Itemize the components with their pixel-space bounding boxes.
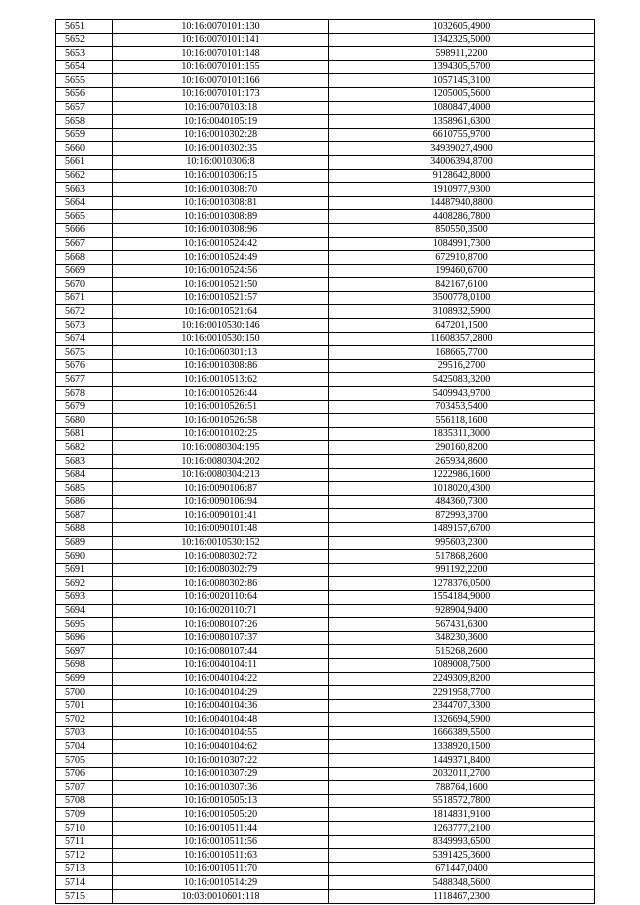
row-number: 5657 — [56, 101, 113, 115]
cadastral-number: 10:16:0010524:49 — [113, 251, 329, 265]
cadastral-value: 9128642,8000 — [329, 169, 595, 183]
row-number: 5664 — [56, 196, 113, 210]
cadastral-value: 517868,2600 — [329, 550, 595, 564]
row-number: 5677 — [56, 373, 113, 387]
table-row — [56, 713, 595, 727]
cadastral-value: 598911,2200 — [329, 47, 595, 61]
row-number: 5663 — [56, 183, 113, 197]
cadastral-number: 10:16:0010307:36 — [113, 781, 329, 795]
table-row — [56, 618, 595, 632]
cadastral-value: 1263777,2100 — [329, 822, 595, 836]
row-number: 5661 — [56, 155, 113, 169]
table-row — [56, 522, 595, 536]
row-number: 5676 — [56, 359, 113, 373]
cadastral-number: 10:16:0010307:29 — [113, 767, 329, 781]
row-number: 5701 — [56, 699, 113, 713]
cadastral-number: 10:16:0080302:86 — [113, 577, 329, 591]
table-row — [56, 645, 595, 659]
row-number: 5652 — [56, 33, 113, 47]
cadastral-value: 1222986,1600 — [329, 468, 595, 482]
cadastral-value: 348230,3600 — [329, 631, 595, 645]
cadastral-value: 3108932,5900 — [329, 305, 595, 319]
table-row — [56, 414, 595, 428]
cadastral-value: 1018020,4300 — [329, 482, 595, 496]
cadastral-number: 10:16:0040104:29 — [113, 686, 329, 700]
cadastral-number: 10:16:0010511:70 — [113, 862, 329, 876]
cadastral-value: 842167,6100 — [329, 278, 595, 292]
table-row — [56, 142, 595, 156]
table-row — [56, 169, 595, 183]
table-row — [56, 468, 595, 482]
cadastral-number: 10:16:0010102:25 — [113, 427, 329, 441]
row-number: 5703 — [56, 726, 113, 740]
row-number: 5679 — [56, 400, 113, 414]
cadastral-number: 10:16:0010308:70 — [113, 183, 329, 197]
cadastral-value: 647201,1500 — [329, 319, 595, 333]
cadastral-number: 10:16:0080304:195 — [113, 441, 329, 455]
cadastral-value: 14487940,8800 — [329, 196, 595, 210]
cadastral-value: 2291958,7700 — [329, 686, 595, 700]
row-number: 5654 — [56, 60, 113, 74]
cadastral-number: 10:16:0020110:71 — [113, 604, 329, 618]
cadastral-value: 567431,6300 — [329, 618, 595, 632]
row-number: 5681 — [56, 427, 113, 441]
row-number: 5684 — [56, 468, 113, 482]
row-number: 5699 — [56, 672, 113, 686]
row-number: 5671 — [56, 291, 113, 305]
cadastral-number: 10:16:0080107:37 — [113, 631, 329, 645]
table-row — [56, 359, 595, 373]
cadastral-number: 10:16:0080302:72 — [113, 550, 329, 564]
cadastral-value: 2249309,8200 — [329, 672, 595, 686]
row-number: 5668 — [56, 251, 113, 265]
cadastral-value: 872993,3700 — [329, 509, 595, 523]
document-page — [55, 19, 594, 904]
cadastral-number: 10:16:0020110:64 — [113, 590, 329, 604]
cadastral-number: 10:16:0070101:173 — [113, 87, 329, 101]
table-row — [56, 590, 595, 604]
table-row — [56, 509, 595, 523]
cadastral-value: 995603,2300 — [329, 536, 595, 550]
cadastral-number: 10:16:0010308:89 — [113, 210, 329, 224]
row-number: 5665 — [56, 210, 113, 224]
table-row — [56, 251, 595, 265]
table-row — [56, 332, 595, 346]
cadastral-value: 1278376,0500 — [329, 577, 595, 591]
row-number: 5700 — [56, 686, 113, 700]
table-row — [56, 305, 595, 319]
cadastral-value: 1326694,5900 — [329, 713, 595, 727]
table-row — [56, 319, 595, 333]
row-number: 5673 — [56, 319, 113, 333]
cadastral-number: 10:16:0010526:44 — [113, 387, 329, 401]
table-row — [56, 20, 595, 34]
row-number: 5685 — [56, 482, 113, 496]
row-number: 5682 — [56, 441, 113, 455]
table-row — [56, 237, 595, 251]
cadastral-number: 10:16:0070101:130 — [113, 20, 329, 34]
cadastral-value: 11608357,2800 — [329, 332, 595, 346]
cadastral-number: 10:16:0010530:152 — [113, 536, 329, 550]
row-number: 5709 — [56, 808, 113, 822]
cadastral-number: 10:16:0010526:51 — [113, 400, 329, 414]
cadastral-number: 10:03:0010601:118 — [113, 890, 329, 904]
cadastral-number: 10:16:0090106:94 — [113, 495, 329, 509]
cadastral-value: 1910977,9300 — [329, 183, 595, 197]
row-number: 5690 — [56, 550, 113, 564]
cadastral-number: 10:16:0090101:41 — [113, 509, 329, 523]
cadastral-value: 34006394,8700 — [329, 155, 595, 169]
table-row — [56, 604, 595, 618]
cadastral-number: 10:16:0010308:81 — [113, 196, 329, 210]
cadastral-value: 1205005,5600 — [329, 87, 595, 101]
row-number: 5670 — [56, 278, 113, 292]
cadastral-value: 5391425,3600 — [329, 849, 595, 863]
row-number: 5708 — [56, 794, 113, 808]
table-row — [56, 74, 595, 88]
row-number: 5687 — [56, 509, 113, 523]
table-row — [56, 60, 595, 74]
row-number: 5715 — [56, 890, 113, 904]
cadastral-value: 3500778,0100 — [329, 291, 595, 305]
cadastral-value: 1084991,7300 — [329, 237, 595, 251]
cadastral-value: 1338920,1500 — [329, 740, 595, 754]
table-row — [56, 183, 595, 197]
cadastral-number: 10:16:0070101:148 — [113, 47, 329, 61]
cadastral-value: 1089008,7500 — [329, 658, 595, 672]
cadastral-value: 1358961,6300 — [329, 115, 595, 129]
cadastral-number: 10:16:0040104:36 — [113, 699, 329, 713]
row-number: 5689 — [56, 536, 113, 550]
row-number: 5678 — [56, 387, 113, 401]
row-number: 5706 — [56, 767, 113, 781]
cadastral-value: 168665,7700 — [329, 346, 595, 360]
table-row — [56, 658, 595, 672]
cadastral-number: 10:16:0010530:146 — [113, 319, 329, 333]
cadastral-value: 672910,8700 — [329, 251, 595, 265]
row-number: 5691 — [56, 563, 113, 577]
table-row — [56, 849, 595, 863]
cadastral-value: 1489157,6700 — [329, 522, 595, 536]
cadastral-number: 10:16:0090101:48 — [113, 522, 329, 536]
row-number: 5702 — [56, 713, 113, 727]
cadastral-number: 10:16:0040104:22 — [113, 672, 329, 686]
cadastral-value: 1342325,5000 — [329, 33, 595, 47]
table-row — [56, 278, 595, 292]
cadastral-value: 2344707,3300 — [329, 699, 595, 713]
cadastral-number: 10:16:0010505:20 — [113, 808, 329, 822]
row-number: 5692 — [56, 577, 113, 591]
cadastral-value: 34939027,4900 — [329, 142, 595, 156]
cadastral-number: 10:16:0010307:22 — [113, 754, 329, 768]
cadastral-value: 928904,9400 — [329, 604, 595, 618]
row-number: 5656 — [56, 87, 113, 101]
table-row — [56, 536, 595, 550]
cadastral-value: 1554184,9000 — [329, 590, 595, 604]
table-row — [56, 387, 595, 401]
table-row — [56, 686, 595, 700]
cadastral-value: 265934,8600 — [329, 455, 595, 469]
cadastral-value: 5488348,5600 — [329, 876, 595, 890]
cadastral-number: 10:16:0070101:166 — [113, 74, 329, 88]
cadastral-number: 10:16:0010521:64 — [113, 305, 329, 319]
row-number: 5713 — [56, 862, 113, 876]
cadastral-number: 10:16:0010308:86 — [113, 359, 329, 373]
cadastral-number: 10:16:0040104:62 — [113, 740, 329, 754]
cadastral-value: 850550,3500 — [329, 223, 595, 237]
cadastral-number: 10:16:0060301:13 — [113, 346, 329, 360]
cadastral-value: 1666389,5500 — [329, 726, 595, 740]
table-row — [56, 87, 595, 101]
cadastral-value: 1394305,5700 — [329, 60, 595, 74]
table-row — [56, 400, 595, 414]
table-row — [56, 128, 595, 142]
cadastral-number: 10:16:0070101:141 — [113, 33, 329, 47]
cadastral-value: 1080847,4000 — [329, 101, 595, 115]
table-body — [56, 20, 595, 904]
cadastral-value: 290160,8200 — [329, 441, 595, 455]
cadastral-value: 1449371,8400 — [329, 754, 595, 768]
row-number: 5714 — [56, 876, 113, 890]
table-row — [56, 631, 595, 645]
row-number: 5659 — [56, 128, 113, 142]
table-row — [56, 577, 595, 591]
table-row — [56, 482, 595, 496]
row-number: 5653 — [56, 47, 113, 61]
row-number: 5658 — [56, 115, 113, 129]
row-number: 5683 — [56, 455, 113, 469]
row-number: 5694 — [56, 604, 113, 618]
row-number: 5696 — [56, 631, 113, 645]
row-number: 5669 — [56, 264, 113, 278]
cadastral-number: 10:16:0010524:56 — [113, 264, 329, 278]
cadastral-value: 703453,5400 — [329, 400, 595, 414]
table-row — [56, 754, 595, 768]
table-row — [56, 672, 595, 686]
cadastral-value: 6610755,9700 — [329, 128, 595, 142]
row-number: 5705 — [56, 754, 113, 768]
table-row — [56, 47, 595, 61]
row-number: 5680 — [56, 414, 113, 428]
cadastral-number: 10:16:0040105:19 — [113, 115, 329, 129]
cadastral-number: 10:16:0010505:13 — [113, 794, 329, 808]
table-row — [56, 495, 595, 509]
cadastral-number: 10:16:0040104:48 — [113, 713, 329, 727]
table-row — [56, 33, 595, 47]
row-number: 5655 — [56, 74, 113, 88]
cadastral-number: 10:16:0010511:56 — [113, 835, 329, 849]
table-row — [56, 822, 595, 836]
cadastral-value: 4408286,7800 — [329, 210, 595, 224]
cadastral-number: 10:16:0010521:50 — [113, 278, 329, 292]
cadastral-value: 515268,2600 — [329, 645, 595, 659]
row-number: 5698 — [56, 658, 113, 672]
row-number: 5674 — [56, 332, 113, 346]
row-number: 5704 — [56, 740, 113, 754]
row-number: 5667 — [56, 237, 113, 251]
cadastral-number: 10:16:0070103:18 — [113, 101, 329, 115]
cadastral-value: 991192,2200 — [329, 563, 595, 577]
table-row — [56, 291, 595, 305]
cadastral-number: 10:16:0010308:96 — [113, 223, 329, 237]
table-row — [56, 346, 595, 360]
cadastral-number: 10:16:0010521:57 — [113, 291, 329, 305]
cadastral-value: 5425083,3200 — [329, 373, 595, 387]
table-row — [56, 223, 595, 237]
cadastral-number: 10:16:0010302:28 — [113, 128, 329, 142]
table-row — [56, 441, 595, 455]
cadastral-number: 10:16:0080302:79 — [113, 563, 329, 577]
cadastral-number: 10:16:0040104:55 — [113, 726, 329, 740]
table-row — [56, 455, 595, 469]
cadastral-number: 10:16:0040104:11 — [113, 658, 329, 672]
row-number: 5697 — [56, 645, 113, 659]
cadastral-value: 1057145,3100 — [329, 74, 595, 88]
cadastral-number: 10:16:0070101:155 — [113, 60, 329, 74]
table-row — [56, 767, 595, 781]
table-row — [56, 155, 595, 169]
cadastral-number: 10:16:0010511:44 — [113, 822, 329, 836]
table-row — [56, 876, 595, 890]
table-row — [56, 740, 595, 754]
row-number: 5651 — [56, 20, 113, 34]
cadastral-number: 10:16:0010530:150 — [113, 332, 329, 346]
table-row — [56, 862, 595, 876]
table-row — [56, 699, 595, 713]
row-number: 5686 — [56, 495, 113, 509]
cadastral-number: 10:16:0010302:35 — [113, 142, 329, 156]
cadastral-number: 10:16:0080107:44 — [113, 645, 329, 659]
table-row — [56, 563, 595, 577]
cadastral-number: 10:16:0080107:26 — [113, 618, 329, 632]
cadastral-number: 10:16:0080304:213 — [113, 468, 329, 482]
cadastral-value: 2032011,2700 — [329, 767, 595, 781]
table-row — [56, 726, 595, 740]
table-row — [56, 794, 595, 808]
table-row — [56, 264, 595, 278]
cadastral-value: 5409943,9700 — [329, 387, 595, 401]
table-row — [56, 781, 595, 795]
table-row — [56, 196, 595, 210]
cadastral-number: 10:16:0010526:58 — [113, 414, 329, 428]
table-row — [56, 427, 595, 441]
cadastral-value: 5518572,7800 — [329, 794, 595, 808]
row-number: 5675 — [56, 346, 113, 360]
cadastral-value: 1835311,3000 — [329, 427, 595, 441]
table-row — [56, 550, 595, 564]
cadastral-number: 10:16:0080304:202 — [113, 455, 329, 469]
cadastral-value: 1032605,4900 — [329, 20, 595, 34]
cadastral-number: 10:16:0010306:8 — [113, 155, 329, 169]
row-number: 5660 — [56, 142, 113, 156]
row-number: 5693 — [56, 590, 113, 604]
row-number: 5666 — [56, 223, 113, 237]
cadastral-value: 8349993,6500 — [329, 835, 595, 849]
cadastral-value: 1118467,2300 — [329, 890, 595, 904]
table-row — [56, 210, 595, 224]
cadastral-number: 10:16:0090106:87 — [113, 482, 329, 496]
cadastral-number: 10:16:0010524:42 — [113, 237, 329, 251]
cadastral-number: 10:16:0010514:29 — [113, 876, 329, 890]
row-number: 5711 — [56, 835, 113, 849]
row-number: 5662 — [56, 169, 113, 183]
row-number: 5695 — [56, 618, 113, 632]
row-number: 5707 — [56, 781, 113, 795]
cadastral-value: 1814831,9100 — [329, 808, 595, 822]
table-row — [56, 115, 595, 129]
cadastral-value: 484360,7300 — [329, 495, 595, 509]
cadastral-value: 788764,1600 — [329, 781, 595, 795]
cadastral-value: 671447,0400 — [329, 862, 595, 876]
table-row — [56, 835, 595, 849]
table-row — [56, 890, 595, 904]
table-row — [56, 373, 595, 387]
table-row — [56, 808, 595, 822]
table-row — [56, 101, 595, 115]
row-number: 5688 — [56, 522, 113, 536]
row-number: 5710 — [56, 822, 113, 836]
cadastral-number: 10:16:0010511:63 — [113, 849, 329, 863]
row-number: 5672 — [56, 305, 113, 319]
cadastral-value: 556118,1600 — [329, 414, 595, 428]
cadastral-value: 29516,2700 — [329, 359, 595, 373]
cadastral-number: 10:16:0010306:15 — [113, 169, 329, 183]
row-number: 5712 — [56, 849, 113, 863]
cadastral-value-table — [55, 19, 595, 904]
cadastral-number: 10:16:0010513:62 — [113, 373, 329, 387]
cadastral-value: 199460,6700 — [329, 264, 595, 278]
